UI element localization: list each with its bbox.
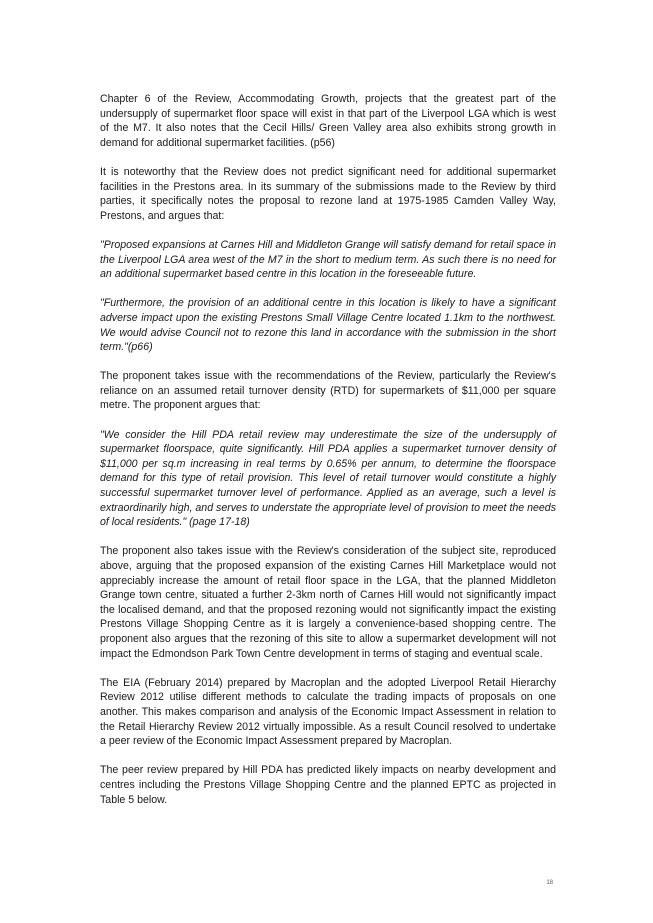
quote-hill-pda: "We consider the Hill PDA retail review may underestimate the size of the undersupply of supermarket floorspace, quite significantly. Hill PDA applies a supermarket turnover density of $11,000 per sq.m increasing in real terms by 0.65% per annum, to determine the floorspace demand for this type of retail provision. This level of retail turnover would constitute a highly successful supermarket turnover level of performance. Applied as an average, such a level is extraordinarily high, and serves to understate the appropriate level of provision to meet the needs of local residents." (page 17-18) xyxy=(100,428,556,529)
quote-proposed-expansions: "Proposed expansions at Carnes Hill and Middleton Grange will satisfy demand for retail space in the Liverpool LGA area west of the M7 in the short to medium term. As such there is no need for an additional supermarket based centre in this location in the foreseeable future. xyxy=(100,238,556,281)
page-number: 18 xyxy=(546,880,553,886)
document-body xyxy=(100,92,556,822)
paragraph-prestons-need: It is noteworthy that the Review does not predict significant need for additional supermarket facilities in the Prestons area. In its summary of the submissions made to the Review by third parties, it specifically notes the proposal to rezone land at 1975-1985 Camden Valley Way, Prestons, and argues that: xyxy=(100,165,556,222)
paragraph-proponent-site: The proponent also takes issue with the Review's consideration of the subject site, reproduced above, arguing that the proposed expansion of the existing Carnes Hill Marketplace would not appreciably increase the amount of retail floor space in the LGA, that the planned Middleton Grange town centre, situated a further 2-3km north of Carnes Hill would not significantly impact the localised demand, and that the proposed rezoning would not significantly impact the existing Prestons Village Shopping Centre as it is largely a convenience-based shopping centre. The proponent also argues that the rezoning of this site to allow a supermarket development will not impact the Edmondson Park Town Centre development in terms of staging and eventual scale. xyxy=(100,545,556,660)
paragraph-eia: The EIA (February 2014) prepared by Macroplan and the adopted Liverpool Retail Hierarchy Review 2012 utilise different methods to calculate the trading impacts of proposals on one another. This makes comparison and analysis of the Economic Impact Assessment in relation to the Retail Hierarchy Review 2012 virtually impossible. As a result Council resolved to undertake a peer review of the Economic Impact Assessment prepared by Macroplan. xyxy=(100,676,556,748)
quote-furthermore: "Furthermore, the provision of an additional centre in this location is likely to have a significant adverse impact upon the existing Prestons Small Village Centre located 1.1km to the northwest. We would advise Council not to rezone this land in accordance with the submission in the short term."(p66) xyxy=(100,297,556,354)
paragraph-proponent-rtd: The proponent takes issue with the recommendations of the Review, particularly the Review's reliance on an assumed retail turnover density (RTD) for supermarkets of $11,000 per square metre. The proponent argues that: xyxy=(100,370,556,412)
paragraph-chapter-6: Chapter 6 of the Review, Accommodating Growth, projects that the greatest part of the undersupply of supermarket floor space will exist in that part of the Liverpool LGA which is west of the M7. It also notes that the Cecil Hills/ Green Valley area also exhibits strong growth in demand for additional supermarket facilities. (p56) xyxy=(100,93,556,149)
paragraph-peer-review: The peer review prepared by Hill PDA has predicted likely impacts on nearby development and centres including the Prestons Village Shopping Centre and the planned EPTC as projected in Table 5 below. xyxy=(100,764,556,806)
